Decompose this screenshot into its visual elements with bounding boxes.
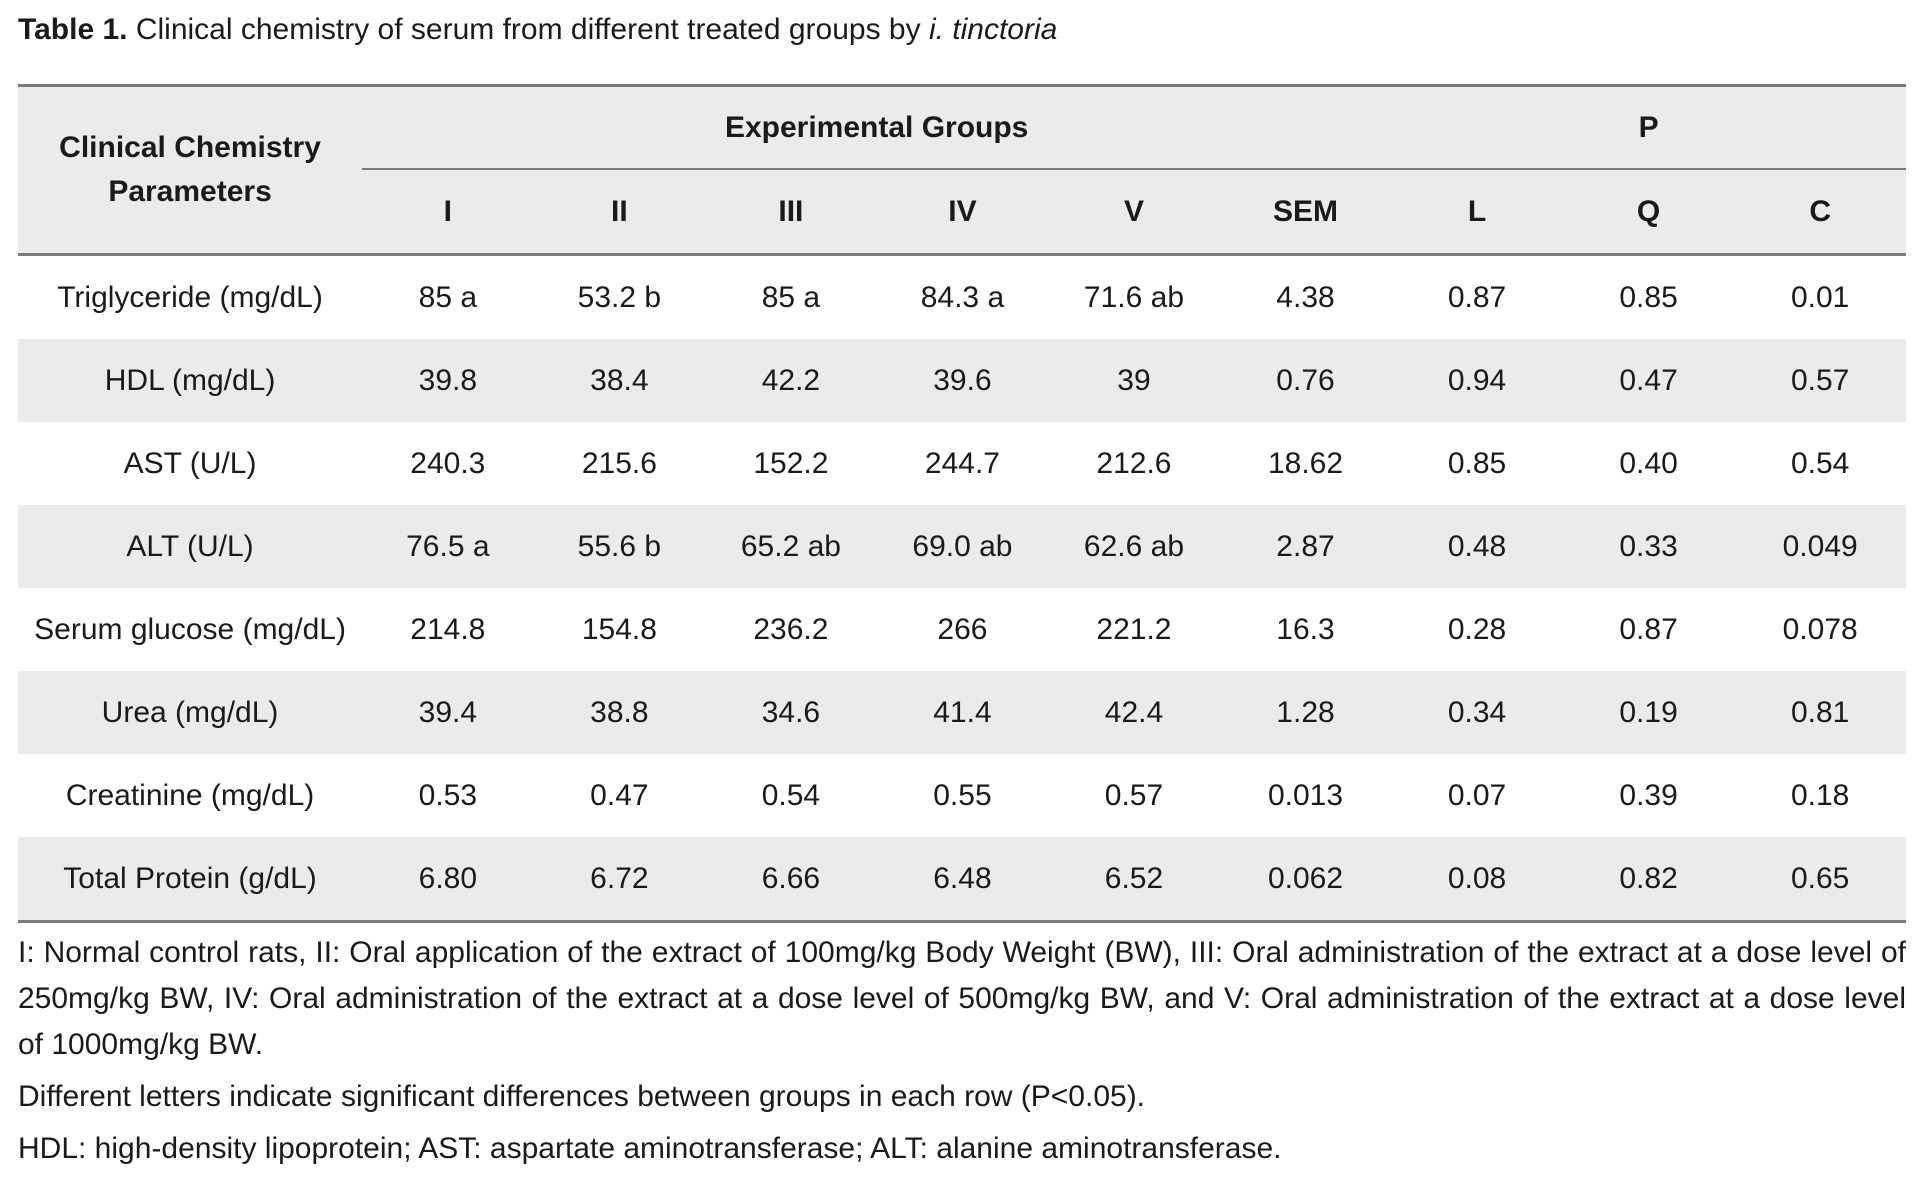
value-cell: 0.85: [1447, 446, 1507, 480]
value-cell: 214.8: [410, 612, 486, 646]
value-cell: 16.3: [1276, 612, 1335, 646]
param-cell: Urea (mg/dL): [18, 671, 362, 754]
value-cell: 6.52: [1048, 837, 1220, 922]
value-cell: 0.34: [1391, 671, 1563, 754]
p-header: P: [1391, 86, 1906, 170]
value-cell: 0.81: [1734, 671, 1906, 754]
value-cell: 0.94: [1391, 339, 1563, 422]
table-body: [18, 255, 1906, 922]
value-cell: 0.078: [1782, 612, 1858, 646]
param-cell: Total Protein (g/dL): [18, 837, 362, 922]
caption-species: i. tinctoria: [928, 13, 1058, 46]
param-cell: Serum glucose (mg/dL): [34, 612, 346, 646]
value-cell: 0.33: [1563, 505, 1735, 588]
value-cell: 76.5 a: [362, 505, 534, 588]
value-cell: 65.2 ab: [705, 505, 877, 588]
value-cell: 84.3 a: [920, 280, 1005, 314]
value-cell: 0.08: [1391, 837, 1563, 922]
table-row: [18, 671, 1906, 754]
value-cell: 0.47: [1563, 339, 1735, 422]
param-cell: Triglyceride (mg/dL): [57, 280, 323, 314]
param-cell: HDL (mg/dL): [18, 339, 362, 422]
table-notes: [18, 930, 1906, 1178]
value-cell: 0.82: [1563, 837, 1735, 922]
value-cell: 0.48: [1391, 505, 1563, 588]
value-cell: 0.40: [1619, 446, 1678, 480]
value-cell: 244.7: [924, 446, 1000, 480]
value-cell: 42.4: [1048, 671, 1220, 754]
clinical-chemistry-table: [18, 84, 1906, 923]
value-cell: 71.6 ab: [1083, 280, 1185, 314]
table-caption: [18, 10, 1057, 50]
value-cell: 53.2 b: [577, 280, 662, 314]
value-cell: 38.4: [534, 339, 706, 422]
value-cell: 152.2: [753, 446, 829, 480]
value-cell: 39: [1048, 339, 1220, 422]
value-cell: 6.48: [877, 837, 1049, 922]
value-cell: 236.2: [753, 612, 829, 646]
value-cell: 0.18: [1790, 778, 1850, 812]
value-cell: 85 a: [418, 280, 478, 314]
value-cell: 0.76: [1220, 339, 1392, 422]
subheader-cell: I: [362, 169, 534, 255]
value-cell: 38.8: [534, 671, 706, 754]
value-cell: 2.87: [1220, 505, 1392, 588]
value-cell: 0.049: [1734, 505, 1906, 588]
value-cell: 0.87: [1619, 612, 1678, 646]
subheader-cell: L: [1391, 169, 1563, 255]
value-cell: 1.28: [1220, 671, 1392, 754]
table-row: [18, 588, 1906, 671]
value-cell: 266: [937, 612, 988, 646]
value-cell: 0.55: [933, 778, 992, 812]
value-cell: 39.4: [362, 671, 534, 754]
value-cell: 0.062: [1220, 837, 1392, 922]
caption-text: Clinical chemistry of serum from different treated groups by: [135, 13, 921, 46]
subheader-cell: C: [1734, 169, 1906, 255]
subheader-cell: V: [1048, 169, 1220, 255]
value-cell: 0.28: [1447, 612, 1507, 646]
value-cell: 0.57: [1104, 778, 1164, 812]
value-cell: 55.6 b: [534, 505, 706, 588]
table-row: [18, 422, 1906, 505]
value-cell: 85 a: [761, 280, 821, 314]
value-cell: 0.65: [1734, 837, 1906, 922]
value-cell: 0.07: [1447, 778, 1507, 812]
note-groups: I: Normal control rats, II: Oral application of the extract of 100mg/kg Body Weight (BW), III: Oral administration of the extract at a dose level of 250mg/kg BW, IV: Oral administration of the extract at a dose level of 500mg/kg BW, and V: Oral administration of the extract at a dose level of 1000mg/kg BW.: [18, 936, 1906, 1061]
note-abbreviations: HDL: high-density lipoprotein; AST: aspartate aminotransferase; ALT: alanine aminotransferase.: [18, 1132, 1282, 1165]
value-cell: 0.53: [418, 778, 478, 812]
value-cell: 0.47: [590, 778, 649, 812]
note-letters: Different letters indicate significant differences between groups in each row (P<0.05).: [18, 1080, 1146, 1113]
table-row: [18, 339, 1906, 422]
caption-label: Table 1.: [18, 13, 128, 46]
subheader-cell: II: [534, 169, 706, 255]
value-cell: 6.66: [705, 837, 877, 922]
subheader-cell: Q: [1563, 169, 1735, 255]
value-cell: 6.72: [534, 837, 706, 922]
value-cell: 69.0 ab: [877, 505, 1049, 588]
value-cell: 41.4: [877, 671, 1049, 754]
value-cell: 240.3: [410, 446, 486, 480]
table-header: [18, 86, 1906, 255]
value-cell: 34.6: [705, 671, 877, 754]
param-column-header: Clinical Chemistry Parameters: [18, 86, 362, 255]
table-row: [18, 754, 1906, 837]
value-cell: 221.2: [1096, 612, 1172, 646]
value-cell: 0.19: [1563, 671, 1735, 754]
value-cell: 18.62: [1267, 446, 1344, 480]
param-cell: ALT (U/L): [18, 505, 362, 588]
value-cell: 154.8: [581, 612, 657, 646]
value-cell: 39.6: [877, 339, 1049, 422]
value-cell: 42.2: [705, 339, 877, 422]
value-cell: 0.54: [761, 778, 821, 812]
value-cell: 0.01: [1790, 280, 1850, 314]
table-row: [18, 837, 1906, 922]
value-cell: 6.80: [362, 837, 534, 922]
value-cell: 4.38: [1276, 280, 1335, 314]
value-cell: 212.6: [1096, 446, 1172, 480]
experimental-groups-header: Experimental Groups: [362, 86, 1391, 170]
value-cell: 0.57: [1734, 339, 1906, 422]
subheader-cell: III: [705, 169, 877, 255]
param-cell: AST (U/L): [123, 446, 257, 480]
value-cell: 0.85: [1619, 280, 1678, 314]
param-cell: Creatinine (mg/dL): [65, 778, 315, 812]
value-cell: 62.6 ab: [1048, 505, 1220, 588]
value-cell: 39.8: [362, 339, 534, 422]
value-cell: 0.39: [1619, 778, 1678, 812]
value-cell: 0.013: [1267, 778, 1344, 812]
value-cell: 0.54: [1790, 446, 1850, 480]
value-cell: 0.87: [1447, 280, 1507, 314]
table-row: [18, 505, 1906, 588]
table-row: [18, 255, 1906, 340]
subheader-cell: IV: [877, 169, 1049, 255]
value-cell: 215.6: [581, 446, 657, 480]
subheader-cell: SEM: [1220, 169, 1392, 255]
